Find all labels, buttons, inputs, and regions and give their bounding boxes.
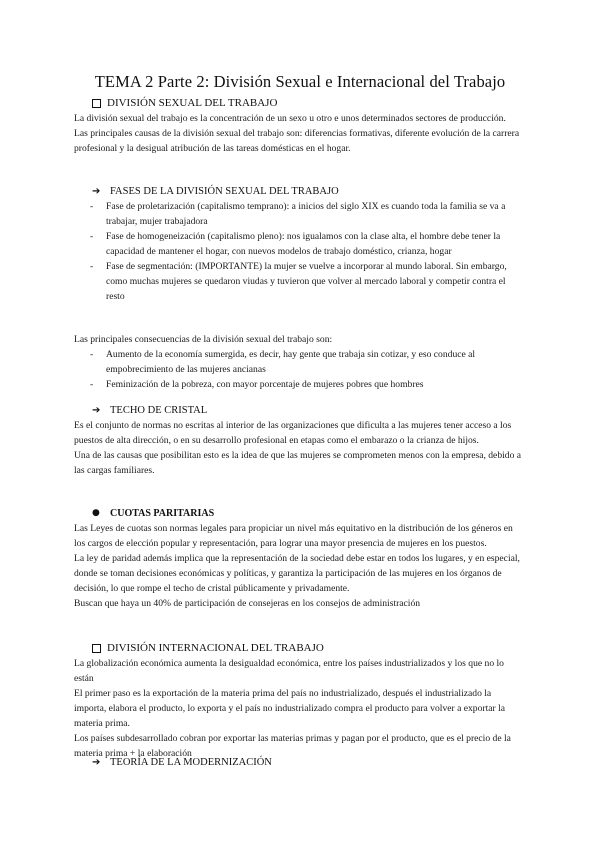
- paragraph: Es el conjunto de normas no escritas al interior de las organizaciones que dificulta a las mujeres tener acceso a los puestos de alta dirección, o en su desarrollo profesional en etapas como el embarazo o la crianza de hijos.: [74, 420, 512, 446]
- list-item: - Feminización de la pobreza, con mayor porcentaje de mujeres pobres que hombres: [90, 379, 424, 390]
- paragraph: La división sexual del trabajo es la concentración de un sexo u otro e unos determinados sectores de producción.: [74, 113, 506, 124]
- paragraph: Buscan que haya un 40% de participación de consejeras en los consejos de administración: [74, 598, 421, 609]
- consecuencias-list: [74, 347, 524, 392]
- section-techo-body: [74, 418, 524, 478]
- section-division-internacional-heading: [92, 641, 542, 656]
- page-title: TEMA 2 Parte 2: División Sexual e Internacional del Trabajo: [94, 72, 506, 91]
- fases-list-container: [74, 199, 524, 304]
- section-heading: DIVISIÓN SEXUAL DEL TRABAJO: [107, 97, 278, 109]
- paragraph: El primer paso es la exportación de la materia prima del país no industrializado, después el industrializado la importa, elabora el producto, lo exporta y el país no industrializado compra el producto para volver a exportar la materia prima.: [74, 688, 506, 729]
- paragraph: La globalización económica aumenta la desigualdad económica, entre los países industrializados y los que no lo están: [74, 658, 504, 684]
- dash-marker: -: [90, 231, 94, 242]
- consecuencias-block: [74, 332, 524, 392]
- arrow-icon: ➔: [92, 757, 101, 768]
- paragraph: La ley de paridad además implica que la representación de la sociedad debe estar en todos los lugares, y en especial, donde se toman decisiones económicas y políticas, y garantiza la participación de las mujeres en los órganos de decisión, lo que rompe el techo de cristal públicamente y privadamente.: [74, 553, 520, 594]
- section-modernizacion-heading: [92, 755, 542, 770]
- section-techo-heading: [92, 403, 542, 418]
- checkbox-icon: [92, 644, 101, 653]
- list-item: - Fase de proletarización (capitalismo temprano): a inicios del siglo XIX es cuando toda la familia se va a trabajar, mujer trabajadora: [90, 201, 506, 227]
- section-fases-heading: [92, 184, 542, 199]
- section-division-sexual-heading: [92, 96, 542, 111]
- arrow-icon: ➔: [92, 186, 101, 197]
- section-heading: FASES DE LA DIVISIÓN SEXUAL DEL TRABAJO: [110, 186, 339, 197]
- section-division-sexual-body: [74, 111, 524, 156]
- dash-marker: -: [90, 261, 94, 272]
- section-heading: TECHO DE CRISTAL: [110, 405, 208, 416]
- arrow-icon: ➔: [92, 405, 101, 416]
- section-heading: TEORÍA DE LA MODERNIZACIÓN: [110, 757, 272, 768]
- section-cuotas-body: [74, 521, 524, 611]
- fases-list: [74, 199, 524, 304]
- paragraph: Los países subdesarrollado cobran por exportar las materias primas y pagan por el producto, que es el precio de la materia prima + la elaboración: [74, 733, 511, 759]
- list-item: - Aumento de la economía sumergida, es decir, hay gente que trabaja sin cotizar, y eso conduce al empobrecimiento de las mujeres ancianas: [90, 349, 476, 375]
- dash-marker: -: [90, 379, 94, 390]
- dash-marker: -: [90, 349, 94, 360]
- checkbox-icon: [92, 99, 101, 108]
- section-heading: DIVISIÓN INTERNACIONAL DEL TRABAJO: [107, 642, 324, 654]
- dash-marker: -: [90, 201, 94, 212]
- bullet-icon: ●: [92, 508, 100, 518]
- paragraph: Las principales causas de la división sexual del trabajo son: diferencias formativas, diferente evolución de la carrera profesional y la desigual atribución de las tareas domésticas en el hogar.: [74, 128, 520, 154]
- list-item: - Fase de homogeneización (capitalismo pleno): nos igualamos con la clase alta, el hombre debe tener la capacidad de mantener el hogar, con nuevos modelos de trabajo doméstico, crianza, hogar: [90, 231, 501, 257]
- paragraph: Una de las causas que posibilitan esto es la idea de que las mujeres se comprometen menos con la empresa, debido a las cargas familiares.: [74, 450, 522, 476]
- list-item: - Fase de segmentación: (IMPORTANTE) la mujer se vuelve a incorporar al mundo laboral. Sin embargo, como muchas mujeres se quedaron viudas y tuvieron que volver al mercado laboral y competir contra el resto: [90, 261, 507, 302]
- paragraph: Las Leyes de cuotas son normas legales para propiciar un nivel más equitativo en la distribución de los géneros en los cargos de elección popular y representación, para lograr una mayor presencia de mujeres en los puestos.: [74, 523, 513, 549]
- section-division-internacional-body: [74, 656, 524, 761]
- paragraph: Las principales consecuencias de la división sexual del trabajo son:: [74, 334, 333, 345]
- section-heading: CUOTAS PARITARIAS: [110, 508, 215, 519]
- section-cuotas-heading: [92, 506, 542, 521]
